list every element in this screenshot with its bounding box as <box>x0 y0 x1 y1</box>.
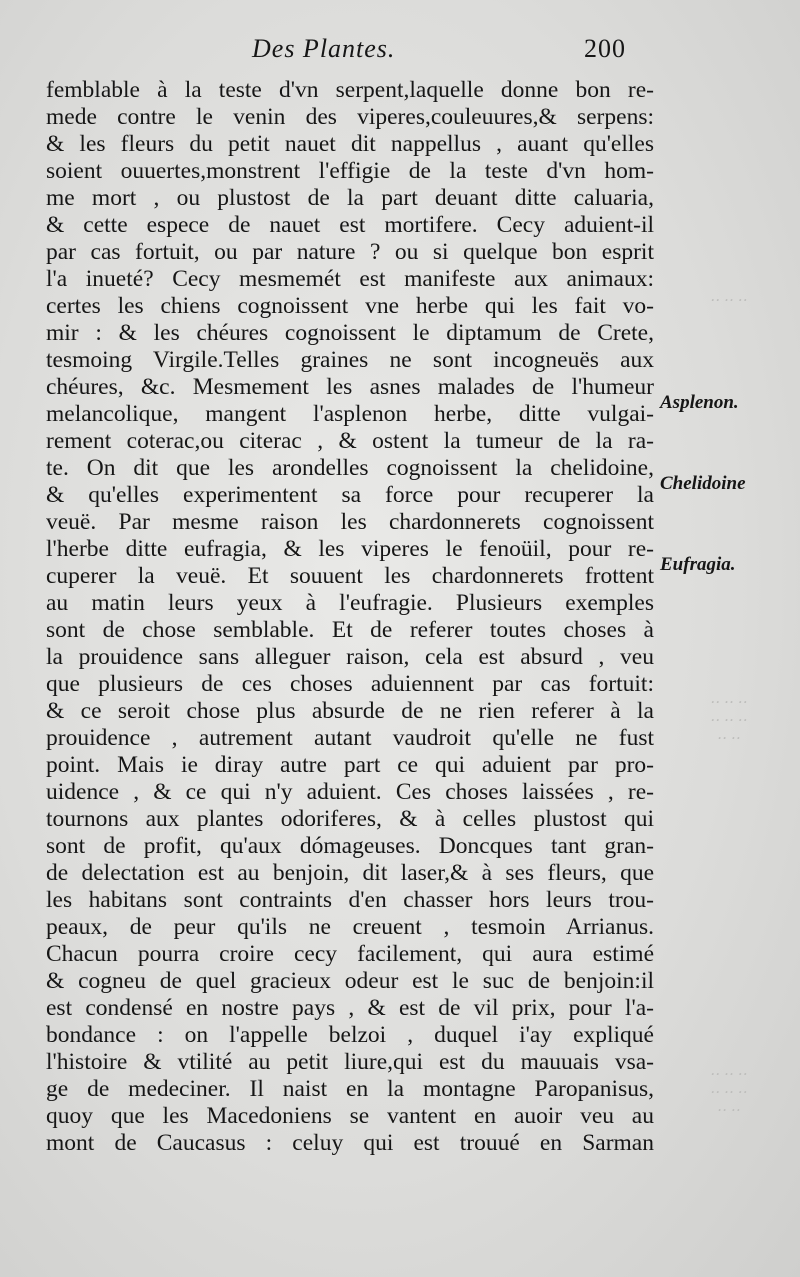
marginal-note-chelidoine: Chelidoine <box>660 473 746 494</box>
text-line: femblable à la teste d'vn serpent,laquelle donne bon re- <box>46 77 654 103</box>
text-line: tournons aux plantes odoriferes, & à celles plustost qui <box>46 806 654 832</box>
text-line: la prouidence sans alleguer raison, cela est absurd , veu <box>46 644 654 670</box>
text-line: quoy que les Macedoniens se vantent en auoir veu au <box>46 1103 654 1129</box>
text-line: & les fleurs du petit nauet dit nappellus , auant qu'elles <box>46 131 654 157</box>
text-line: au matin leurs yeux à l'eufragie. Plusieurs exemples <box>46 590 654 616</box>
text-line: & ce seroit chose plus absurde de ne rien referer à la <box>46 698 654 724</box>
text-line: prouidence , autrement autant vaudroit qu'elle ne fust <box>46 725 654 751</box>
text-line: ge de medeciner. Il naist en la montagne Paropanisus, <box>46 1076 654 1102</box>
text-line: veuë. Par mesme raison les chardonnerets cognoissent <box>46 509 654 535</box>
bleed-through-smudge: ‥ ‥ ‥ ‥ ‥ ‥ ‥ ‥ <box>710 691 748 743</box>
text-line: mont de Caucasus : celuy qui est trouué en Sarman <box>46 1130 654 1156</box>
text-line: mede contre le venin des viperes,couleuures,& serpens: <box>46 104 654 130</box>
text-line: cuperer la veuë. Et souuent les chardonnerets frottent <box>46 563 654 589</box>
text-line: point. Mais ie diray autre part ce qui aduient par pro- <box>46 752 654 778</box>
text-line: peaux, de peur qu'ils ne creuent , tesmoin Arrianus. <box>46 914 654 940</box>
page-number: 200 <box>584 34 626 63</box>
text-line: & qu'elles experimentent sa force pour recuperer la <box>46 482 654 508</box>
text-line: mir : & les chéures cognoissent le diptamum de Crete, <box>46 320 654 346</box>
text-line: par cas fortuit, ou par nature ? ou si quelque bon esprit <box>46 239 654 265</box>
text-line: sont de profit, qu'aux dómageuses. Doncques tant gran- <box>46 833 654 859</box>
text-line: te. On dit que les arondelles cognoissent la chelidoine, <box>46 455 654 481</box>
text-line: rement coterac,ou citerac , & ostent la tumeur de la ra- <box>46 428 654 454</box>
text-line: soient ouuertes,monstrent l'effigie de la teste d'vn hom- <box>46 158 654 184</box>
bleed-through-smudge: ‥ ‥ ‥ <box>710 289 748 305</box>
text-line: sont de chose semblable. Et de referer toutes choses à <box>46 617 654 643</box>
text-line: les habitans sont contraints d'en chasser hors leurs trou- <box>46 887 654 913</box>
text-line: l'herbe ditte eufragia, & les viperes le fenoüil, pour re- <box>46 536 654 562</box>
text-line: uidence , & ce qui n'y aduient. Ces choses laissées , re- <box>46 779 654 805</box>
text-line: l'a inueté? Cecy mesmemét est manifeste aux animaux: <box>46 266 654 292</box>
text-line: l'histoire & vtilité au petit liure,qui est du mauuais vsa- <box>46 1049 654 1075</box>
text-line: certes les chiens cognoissent vne herbe qui les fait vo- <box>46 293 654 319</box>
text-line: bondance : on l'appelle belzoi , duquel i'ay expliqué <box>46 1022 654 1048</box>
bleed-through-smudge: ‥ ‥ ‥ ‥ ‥ ‥ ‥ ‥ <box>710 1063 748 1115</box>
text-line: & cette espece de nauet est mortifere. Cecy aduient-il <box>46 212 654 238</box>
marginal-note-eufragia: Eufragia. <box>660 554 736 575</box>
text-line: tesmoing Virgile.Telles graines ne sont incogneuës aux <box>46 347 654 373</box>
text-line: que plusieurs de ces choses aduiennent par cas fortuit: <box>46 671 654 697</box>
body-text <box>46 77 654 1157</box>
marginal-note-asplenon: Asplenon. <box>660 392 739 413</box>
text-line: Chacun pourra croire cecy facilement, qui aura estimé <box>46 941 654 967</box>
text-line: de delectation est au benjoin, dit laser,& à ses fleurs, que <box>46 860 654 886</box>
text-line: chéures, &c. Mesmement les asnes malades de l'humeur <box>46 374 654 400</box>
text-line: & cogneu de quel gracieux odeur est le suc de benjoin:il <box>46 968 654 994</box>
text-line: melancolique, mangent l'asplenon herbe, ditte vulgai- <box>46 401 654 427</box>
running-head: Des Plantes. <box>252 34 396 63</box>
text-line: me mort , ou plustost de la part deuant ditte caluaria, <box>46 185 654 211</box>
text-line: est condensé en nostre pays , & est de vil prix, pour l'a- <box>46 995 654 1021</box>
